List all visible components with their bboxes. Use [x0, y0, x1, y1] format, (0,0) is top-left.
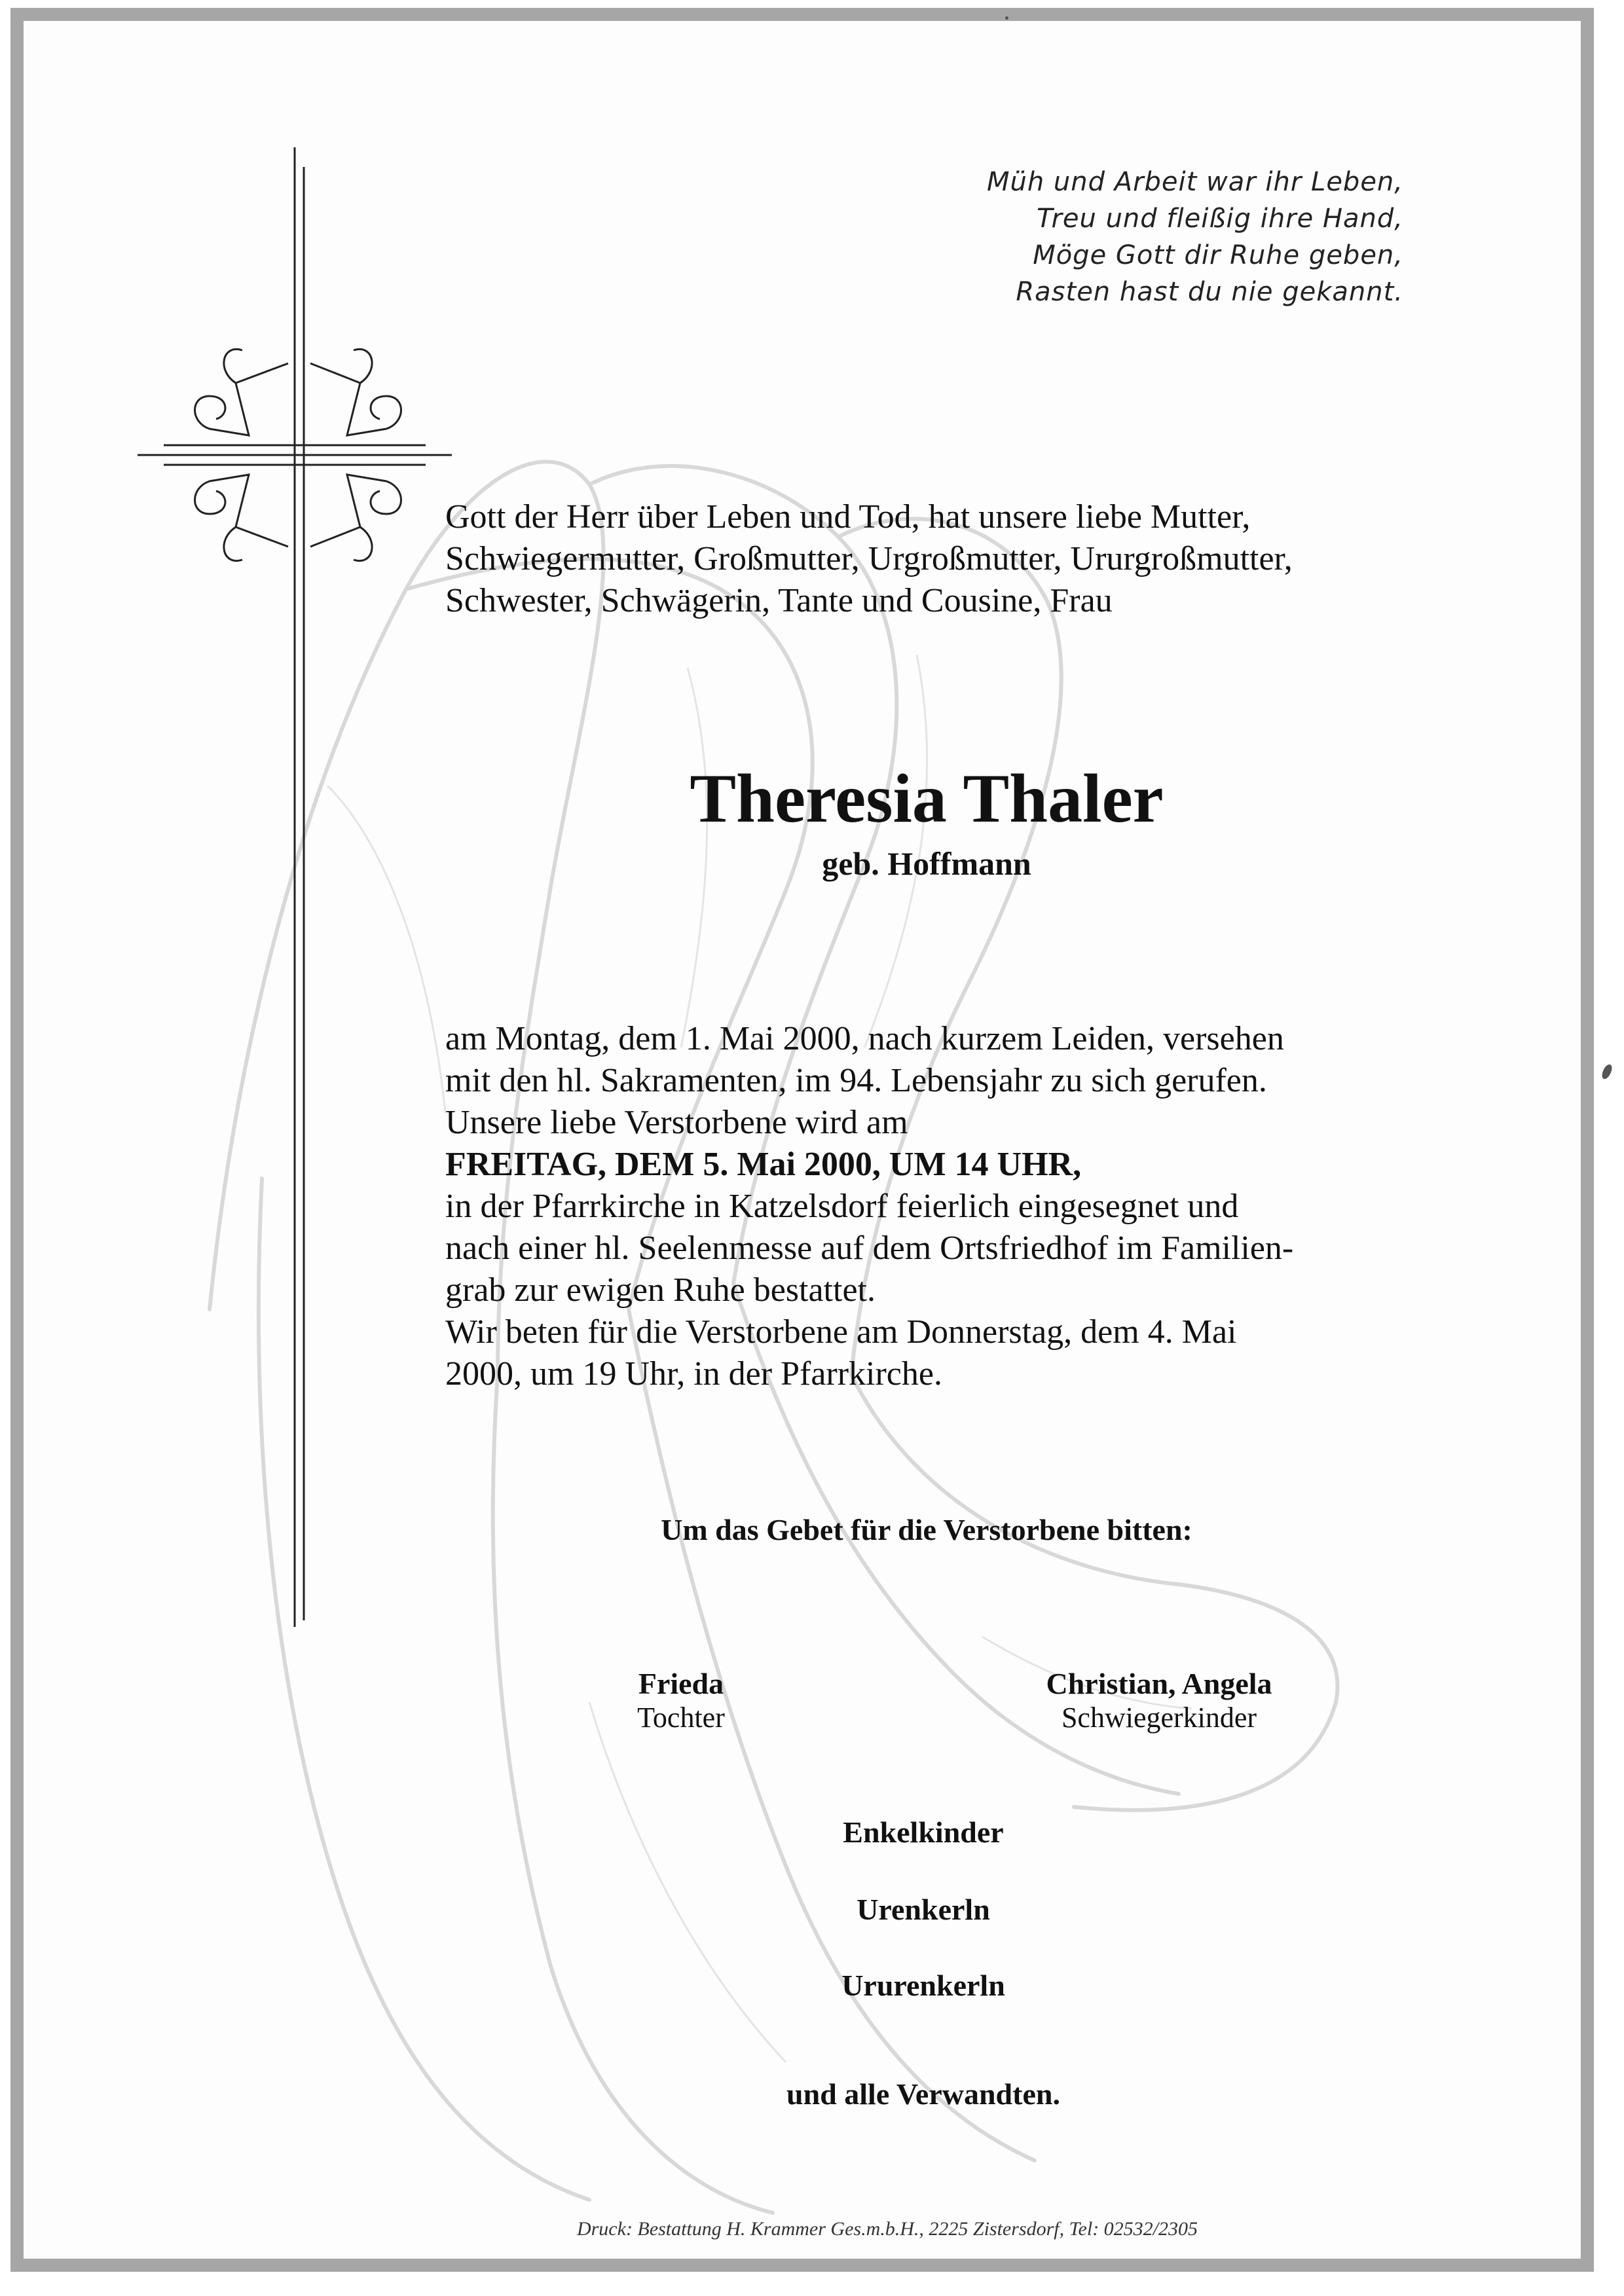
- details-line: Wir beten für die Verstorbene am Donnerstag, dem 4. Mai: [445, 1313, 1237, 1351]
- mourner-daughter: [576, 1666, 786, 1734]
- mourner-in-laws: [1002, 1666, 1316, 1734]
- details-line: mit den hl. Sakramenten, im 94. Lebensjahr zu sich gerufen.: [445, 1062, 1267, 1099]
- ink-speck: [1600, 1063, 1614, 1081]
- verse-line: Treu und fleißig ihre Hand,: [1037, 204, 1403, 234]
- mourners-heading: Um das Gebet für die Verstorbene bitten:: [661, 1513, 1192, 1546]
- details-line: nach einer hl. Seelenmesse auf dem Ortsfriedhof im Familien-: [445, 1230, 1294, 1267]
- announcement-line: Gott der Herr über Leben und Tod, hat unsere liebe Mutter,: [445, 498, 1251, 536]
- cross-ornament-icon: [138, 147, 452, 1627]
- great-great-grandchildren-label: Ururenkerln: [841, 1969, 1005, 2002]
- mourner-name: Christian, Angela: [1046, 1667, 1272, 1700]
- mourner-relation: Tochter: [637, 1702, 725, 1734]
- details-line: Unsere liebe Verstorbene wird am: [445, 1104, 908, 1141]
- verse-line: Möge Gott dir Ruhe geben,: [1033, 240, 1403, 270]
- relatives-label: und alle Verwandten.: [786, 2077, 1060, 2111]
- mourner-name: Frieda: [638, 1667, 724, 1700]
- mourner-relation: Schwiegerkinder: [1061, 1702, 1257, 1734]
- ink-speck: [1005, 16, 1008, 20]
- printer-credit: Druck: Bestattung H. Krammer Ges.m.b.H., 2225 Zistersdorf, Tel: 02532/2305: [576, 2218, 1198, 2240]
- details-line: in der Pfarrkirche in Katzelsdorf feierlich eingesegnet und: [445, 1188, 1239, 1225]
- maiden-name: geb. Hoffmann: [822, 845, 1031, 882]
- announcement-paragraph: [445, 496, 1401, 622]
- announcement-line: Schwester, Schwägerin, Tante und Cousine, Frau: [445, 582, 1113, 619]
- announcement-line: Schwiegermutter, Großmutter, Urgroßmutter, Ururgroßmutter,: [445, 540, 1293, 577]
- funeral-details: [445, 1018, 1401, 1395]
- memorial-verse: [987, 164, 1403, 310]
- details-line: 2000, um 19 Uhr, in der Pfarrkirche.: [445, 1355, 942, 1393]
- verse-line: Rasten hast du nie gekannt.: [1016, 277, 1403, 307]
- deceased-name: Theresia Thaler: [690, 760, 1164, 837]
- details-line: am Montag, dem 1. Mai 2000, nach kurzem Leiden, versehen: [445, 1020, 1284, 1057]
- grandchildren-label: Enkelkinder: [843, 1815, 1004, 1849]
- great-grandchildren-label: Urenkerln: [857, 1893, 990, 1926]
- details-line: grab zur ewigen Ruhe bestattet.: [445, 1271, 876, 1309]
- verse-line: Müh und Arbeit war ihr Leben,: [986, 167, 1403, 197]
- funeral-date-line: FREITAG, DEM 5. Mai 2000, UM 14 UHR,: [445, 1146, 1082, 1183]
